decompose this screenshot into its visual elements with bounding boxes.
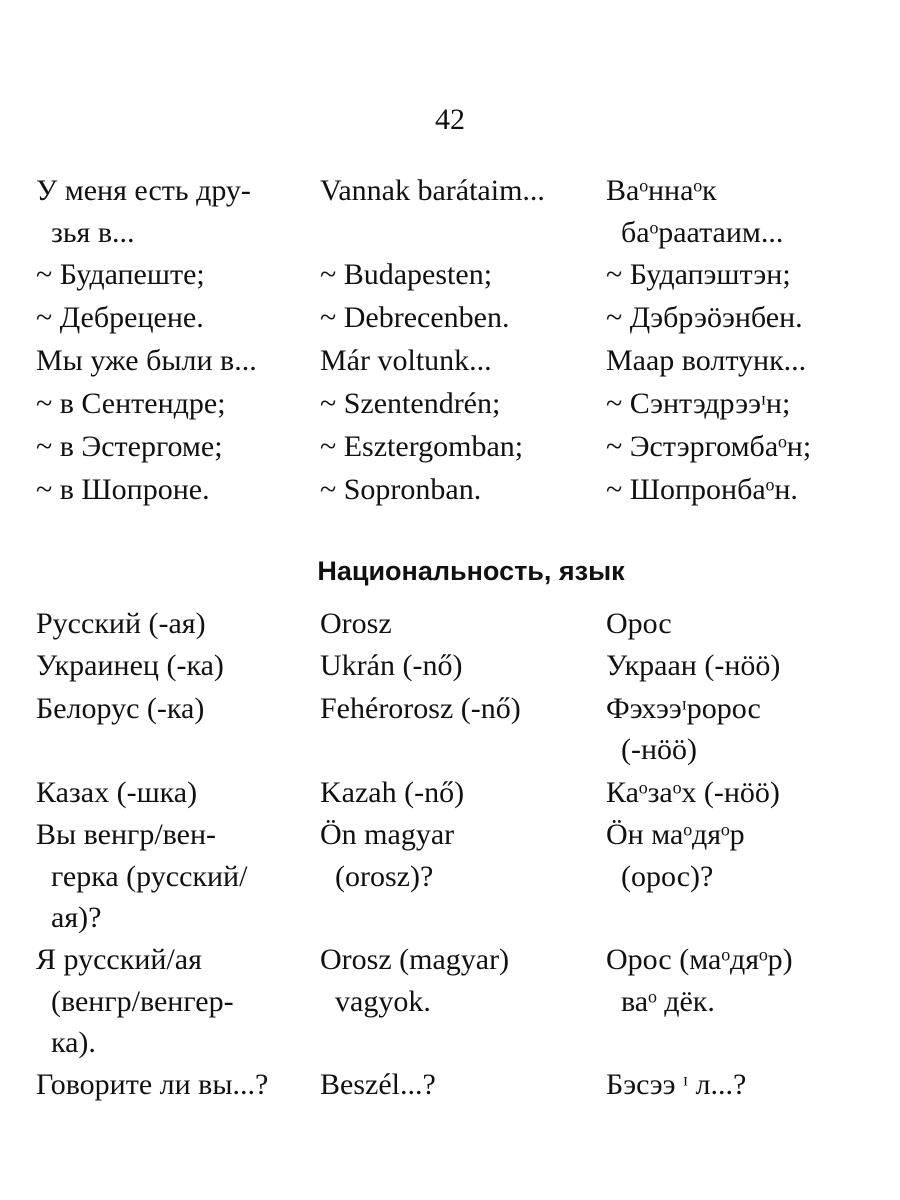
russian-text: Русский (-ая) bbox=[36, 607, 206, 640]
transcription-text: Орос (маᵒдяᵒр) bbox=[606, 943, 793, 976]
hungarian-text: vagyok. bbox=[320, 985, 431, 1018]
russian-text: ~ в Сентендре; bbox=[36, 387, 226, 420]
russian-text: ~ Дебрецене. bbox=[36, 301, 204, 334]
transcription-text: Ӧн маᵒдяᵒр bbox=[606, 818, 745, 851]
russian-text: зья в... bbox=[36, 216, 135, 249]
transcription-text: ~ Будапэштэн; bbox=[606, 258, 791, 291]
transcription-text: Каᵒзаᵒх (-нӧӧ) bbox=[606, 776, 780, 809]
russian-text: ~ в Эстергоме; bbox=[36, 430, 223, 463]
hungarian-text: Ukrán (-nő) bbox=[320, 649, 463, 682]
transcription-text: (-нӧӧ) bbox=[606, 733, 698, 766]
transcription-text: ~ Сэнтэдрээᶦн; bbox=[606, 387, 791, 420]
russian-text: ~ в Шопроне. bbox=[36, 473, 210, 506]
hungarian-text: Orosz bbox=[320, 607, 392, 640]
hungarian-text: Orosz (magyar) bbox=[320, 943, 510, 976]
transcription-text: ~ Шопронбаᵒн. bbox=[606, 473, 798, 506]
transcription-text: Орос bbox=[606, 607, 672, 640]
hungarian-text: Beszél...? bbox=[320, 1068, 436, 1101]
transcription-text: Ваᵒннаᵒк bbox=[606, 174, 717, 207]
russian-text: Вы венгр/вен- bbox=[36, 818, 217, 851]
hungarian-text: ~ Debrecenben. bbox=[320, 301, 510, 334]
transcription-text: ~ Дэбрэӧэнбен. bbox=[606, 301, 803, 334]
hungarian-text: ~ Sopronban. bbox=[320, 473, 482, 506]
page-number: 42 bbox=[435, 103, 465, 136]
hungarian-text: ~ Szentendrén; bbox=[320, 387, 501, 420]
hungarian-text: Már voltunk... bbox=[320, 344, 492, 377]
transcription-text: ваᵒ дёк. bbox=[606, 985, 715, 1018]
russian-text: Казах (-шка) bbox=[36, 776, 198, 809]
russian-text: Мы уже были в... bbox=[36, 344, 257, 377]
hungarian-text: ~ Esztergomban; bbox=[320, 430, 524, 463]
russian-text: ~ Будапеште; bbox=[36, 258, 205, 291]
transcription-text: баᵒраатаим... bbox=[606, 216, 784, 249]
transcription-text: (орос)? bbox=[606, 860, 714, 893]
russian-text: У меня есть дру- bbox=[36, 174, 251, 207]
russian-text: ая)? bbox=[36, 901, 102, 934]
hungarian-text: Vannak barátaim... bbox=[320, 174, 545, 207]
transcription-text: Бэсээ ᶦ л...? bbox=[606, 1068, 747, 1101]
hungarian-text: Kazah (-nő) bbox=[320, 776, 465, 809]
hungarian-text: ~ Budapesten; bbox=[320, 258, 493, 291]
russian-text: Я русский/ая bbox=[36, 943, 202, 976]
hungarian-text: (orosz)? bbox=[320, 860, 434, 893]
russian-text: Белорус (-ка) bbox=[36, 692, 205, 725]
russian-text: Говорите ли вы...? bbox=[36, 1068, 269, 1101]
transcription-text: Фэхээᶦророс bbox=[606, 692, 761, 725]
hungarian-text: Ön magyar bbox=[320, 818, 455, 851]
russian-text: (венгр/венгер- bbox=[36, 985, 234, 1018]
russian-text: герка (русский/ bbox=[36, 860, 248, 893]
transcription-text: Маар волтунк... bbox=[606, 344, 807, 377]
russian-text: ка). bbox=[36, 1026, 96, 1059]
transcription-text: Украан (-нӧӧ) bbox=[606, 649, 781, 682]
transcription-text: ~ Эстэргомбаᵒн; bbox=[606, 430, 812, 463]
russian-text: Украинец (-ка) bbox=[36, 649, 224, 682]
hungarian-text: Fehérorosz (-nő) bbox=[320, 692, 521, 725]
section-heading: Национальность, язык bbox=[317, 556, 625, 586]
